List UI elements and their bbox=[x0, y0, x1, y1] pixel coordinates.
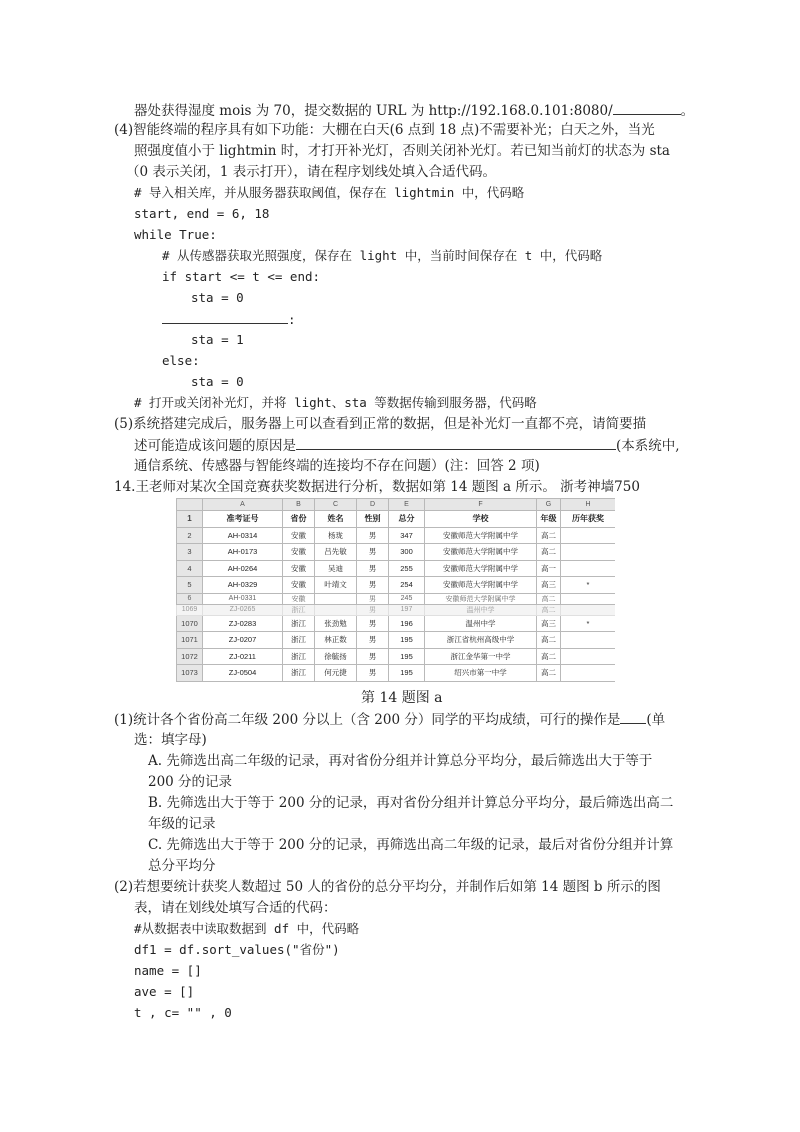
code-line: while True: bbox=[134, 227, 217, 242]
table-cell: 浙江 bbox=[283, 648, 315, 665]
answer-blank bbox=[296, 435, 616, 450]
row-number: 5 bbox=[177, 577, 203, 594]
header-cell: 性别 bbox=[357, 511, 389, 528]
table-cell: 男 bbox=[357, 527, 389, 544]
code-line: #从数据表中读取数据到 df 中，代码略 bbox=[134, 921, 360, 936]
table-cell: 254 bbox=[389, 577, 425, 594]
table-cell: 高二 bbox=[537, 648, 561, 665]
table-cell: 徐毓扬 bbox=[315, 648, 357, 665]
answer-blank bbox=[613, 100, 681, 115]
line-text: (1)统计各个省份高二年级 200 分以上（含 200 分）同学的平均成绩，可行的操作是 bbox=[114, 712, 621, 728]
table-cell: ZJ-0504 bbox=[203, 665, 283, 682]
row-number: 1 bbox=[177, 511, 203, 528]
table-cell: 安徽师范大学附属中学 bbox=[425, 577, 537, 594]
table-cell: 195 bbox=[389, 665, 425, 682]
table-row bbox=[177, 615, 616, 632]
table-cell: 安徽 bbox=[283, 544, 315, 561]
code-line: start, end = 6, 18 bbox=[134, 206, 270, 221]
table-cell: 安徽师范大学附属中学 bbox=[425, 593, 537, 604]
table-cell bbox=[561, 544, 616, 561]
table-cell bbox=[561, 632, 616, 649]
table-cell: 安徽 bbox=[283, 593, 315, 604]
answer-blank bbox=[620, 709, 646, 724]
option-a: A. 先筛选出高二年级的记录，再对省份分组并计算总分平均分，最后筛选出大于等于 bbox=[148, 753, 653, 769]
table-row bbox=[177, 648, 616, 665]
table-cell: AH-0331 bbox=[203, 593, 283, 604]
col-letter: H bbox=[561, 499, 616, 511]
table-cell: 温州中学 bbox=[425, 615, 537, 632]
table-row bbox=[177, 544, 616, 561]
spreadsheet-figure bbox=[176, 498, 615, 684]
table-row bbox=[177, 560, 616, 577]
table-row bbox=[177, 527, 616, 544]
header-cell: 总分 bbox=[389, 511, 425, 528]
text-line: (5)系统搭建完成后，服务器上可以查看到正常的数据，但是补光灯一直都不亮，请简要描 bbox=[114, 416, 647, 432]
code-line: df1 = df.sort_values("省份") bbox=[134, 942, 340, 957]
table-cell: 张劲勉 bbox=[315, 615, 357, 632]
table-cell: 浙江 bbox=[283, 604, 315, 615]
table-cell: 男 bbox=[357, 604, 389, 615]
col-letter: C bbox=[315, 499, 357, 511]
code-line: # 从传感器获取光照强度，保存在 light 中，当前时间保存在 t 中，代码略 bbox=[162, 248, 603, 263]
option-c: C. 先筛选出大于等于 200 分的记录，再筛选出高二年级的记录，最后对省份分组并计算 bbox=[148, 837, 674, 853]
code-line: else: bbox=[162, 353, 200, 368]
table-cell: 男 bbox=[357, 577, 389, 594]
code-line: sta = 1 bbox=[191, 332, 244, 347]
col-letter: B bbox=[283, 499, 315, 511]
table-cell: 高二 bbox=[537, 593, 561, 604]
text-line: （0 表示关闭，1 表示打开），请在程序划线处填入合适代码。 bbox=[126, 164, 497, 180]
code-line: ave = [] bbox=[134, 984, 195, 999]
table-row bbox=[177, 577, 616, 594]
row-number: 1070 bbox=[177, 615, 203, 632]
line-text: : bbox=[288, 312, 296, 327]
text-line: (4)智能终端的程序具有如下功能：大棚在白天(6 点到 18 点)不需要补光；白天之外，当光 bbox=[114, 122, 655, 138]
text-line bbox=[114, 709, 665, 730]
table-cell: 安徽 bbox=[283, 560, 315, 577]
code-line: if start <= t <= end: bbox=[162, 269, 321, 284]
table-cell: 197 bbox=[389, 604, 425, 615]
question-14-title: 14.王老师对某次全国竞赛获奖数据进行分析，数据如第 14 题图 a 所示。 浙考神墙750 bbox=[114, 479, 640, 495]
row-number: 6 bbox=[177, 593, 203, 604]
line-text: 。 bbox=[680, 103, 695, 119]
table-cell: 196 bbox=[389, 615, 425, 632]
header-row bbox=[177, 511, 616, 528]
table-cell: ZJ-0211 bbox=[203, 648, 283, 665]
table-cell: 浙江 bbox=[283, 632, 315, 649]
table-cell bbox=[315, 593, 357, 604]
table-cell bbox=[561, 648, 616, 665]
table-cell bbox=[561, 527, 616, 544]
row-number: 2 bbox=[177, 527, 203, 544]
row-number: 1073 bbox=[177, 665, 203, 682]
header-cell: 省份 bbox=[283, 511, 315, 528]
table-cell: 杨珑 bbox=[315, 527, 357, 544]
table-cell: 高二 bbox=[537, 632, 561, 649]
torn-row bbox=[177, 593, 616, 604]
table-cell: 男 bbox=[357, 593, 389, 604]
row-number: 1069 bbox=[177, 604, 203, 615]
table-cell: 浙江金华第一中学 bbox=[425, 648, 537, 665]
table-cell: * bbox=[561, 615, 616, 632]
table-cell: ZJ-0207 bbox=[203, 632, 283, 649]
row-number: 1071 bbox=[177, 632, 203, 649]
table-cell: 安徽师范大学附属中学 bbox=[425, 560, 537, 577]
table-cell: 男 bbox=[357, 648, 389, 665]
table-cell: 高二 bbox=[537, 665, 561, 682]
line-text: 述可能造成该问题的原因是 bbox=[134, 438, 296, 454]
table-cell: 浙江 bbox=[283, 665, 315, 682]
table-cell: AH-0329 bbox=[203, 577, 283, 594]
table-cell: 高二 bbox=[537, 527, 561, 544]
table-cell: 男 bbox=[357, 615, 389, 632]
table-cell: 高一 bbox=[537, 560, 561, 577]
option-a-cont: 200 分的记录 bbox=[148, 774, 233, 790]
code-blank bbox=[162, 309, 288, 324]
row-number: 4 bbox=[177, 560, 203, 577]
table-cell: * bbox=[561, 577, 616, 594]
code-line: # 导入相关库，并从服务器获取阈值，保存在 lightmin 中，代码略 bbox=[134, 185, 525, 200]
spreadsheet-table bbox=[176, 498, 615, 682]
col-letter: A bbox=[203, 499, 283, 511]
table-cell: AH-0264 bbox=[203, 560, 283, 577]
table-cell: 林正数 bbox=[315, 632, 357, 649]
col-letter: G bbox=[537, 499, 561, 511]
code-line: sta = 0 bbox=[191, 290, 244, 305]
table-cell: 195 bbox=[389, 648, 425, 665]
torn-row bbox=[177, 604, 616, 615]
table-cell: 温州中学 bbox=[425, 604, 537, 615]
code-line: # 打开或关闭补光灯，并将 light、sta 等数据传输到服务器，代码略 bbox=[134, 395, 537, 410]
text-line bbox=[134, 435, 680, 456]
line-text: (本系统中, bbox=[616, 438, 680, 454]
table-cell: 高三 bbox=[537, 577, 561, 594]
code-line: name = [] bbox=[134, 963, 202, 978]
code-line: t , c= "" , 0 bbox=[134, 1005, 232, 1020]
table-cell: AH-0314 bbox=[203, 527, 283, 544]
col-letter: D bbox=[357, 499, 389, 511]
table-cell bbox=[561, 593, 616, 604]
row-number: 1072 bbox=[177, 648, 203, 665]
text-line bbox=[134, 100, 694, 121]
row-number: 3 bbox=[177, 544, 203, 561]
table-cell: AH-0173 bbox=[203, 544, 283, 561]
table-cell: 347 bbox=[389, 527, 425, 544]
table-cell: 男 bbox=[357, 665, 389, 682]
text-line: 表，请在划线处填写合适的代码： bbox=[134, 900, 337, 916]
table-cell: ZJ-0265 bbox=[203, 604, 283, 615]
header-cell: 姓名 bbox=[315, 511, 357, 528]
table-cell: 245 bbox=[389, 593, 425, 604]
table-cell: 安徽师范大学附属中学 bbox=[425, 527, 537, 544]
table-cell: ZJ-0283 bbox=[203, 615, 283, 632]
option-c-cont: 总分平均分 bbox=[148, 858, 216, 874]
table-cell: 叶靖文 bbox=[315, 577, 357, 594]
text-line: 选：填字母) bbox=[134, 732, 207, 748]
table-row bbox=[177, 632, 616, 649]
code-line bbox=[162, 309, 296, 330]
table-cell: 高三 bbox=[537, 615, 561, 632]
table-cell: 吕先敏 bbox=[315, 544, 357, 561]
table-cell: 吴迪 bbox=[315, 560, 357, 577]
table-cell: 男 bbox=[357, 632, 389, 649]
table-cell: 浙江 bbox=[283, 615, 315, 632]
option-b-cont: 年级的记录 bbox=[148, 816, 216, 832]
code-line: sta = 0 bbox=[191, 374, 244, 389]
text-line: 通信系统、传感器与智能终端的连接均不存在问题）(注：回答 2 项) bbox=[134, 458, 540, 474]
option-b: B. 先筛选出大于等于 200 分的记录，再对省份分组并计算总分平均分，最后筛选出高二 bbox=[148, 795, 674, 811]
line-text: (单 bbox=[646, 712, 666, 728]
figure-caption: 第 14 题图 a bbox=[361, 690, 443, 706]
header-cell: 历年获奖 bbox=[561, 511, 616, 528]
table-cell bbox=[561, 665, 616, 682]
header-cell: 准考证号 bbox=[203, 511, 283, 528]
table-cell: 高二 bbox=[537, 604, 561, 615]
table-cell bbox=[315, 604, 357, 615]
col-letter: F bbox=[425, 499, 537, 511]
table-cell: 安徽 bbox=[283, 527, 315, 544]
table-cell: 何元捷 bbox=[315, 665, 357, 682]
table-cell: 浙江省杭州高级中学 bbox=[425, 632, 537, 649]
table-cell bbox=[561, 604, 616, 615]
header-cell: 年级 bbox=[537, 511, 561, 528]
text-line: (2)若想要统计获奖人数超过 50 人的省份的总分平均分，并制作后如第 14 题图 b 所示的图 bbox=[114, 879, 661, 895]
table-cell: 255 bbox=[389, 560, 425, 577]
table-cell: 安徽师范大学附属中学 bbox=[425, 544, 537, 561]
header-cell: 学校 bbox=[425, 511, 537, 528]
table-row bbox=[177, 665, 616, 682]
table-cell: 高二 bbox=[537, 544, 561, 561]
table-cell: 300 bbox=[389, 544, 425, 561]
col-letter: E bbox=[389, 499, 425, 511]
table-cell: 男 bbox=[357, 544, 389, 561]
column-letter-row bbox=[177, 499, 616, 511]
line-text: 器处获得湿度 mois 为 70，提交数据的 URL 为 http://192.168.0.101:8080/ bbox=[134, 103, 613, 119]
table-cell: 195 bbox=[389, 632, 425, 649]
table-cell: 绍兴市第一中学 bbox=[425, 665, 537, 682]
table-cell bbox=[561, 560, 616, 577]
text-line: 照强度值小于 lightmin 时，才打开补光灯，否则关闭补光灯。若已知当前灯的状态为 sta bbox=[134, 143, 670, 159]
table-cell: 安徽 bbox=[283, 577, 315, 594]
table-cell: 男 bbox=[357, 560, 389, 577]
corner-cell bbox=[177, 499, 203, 511]
